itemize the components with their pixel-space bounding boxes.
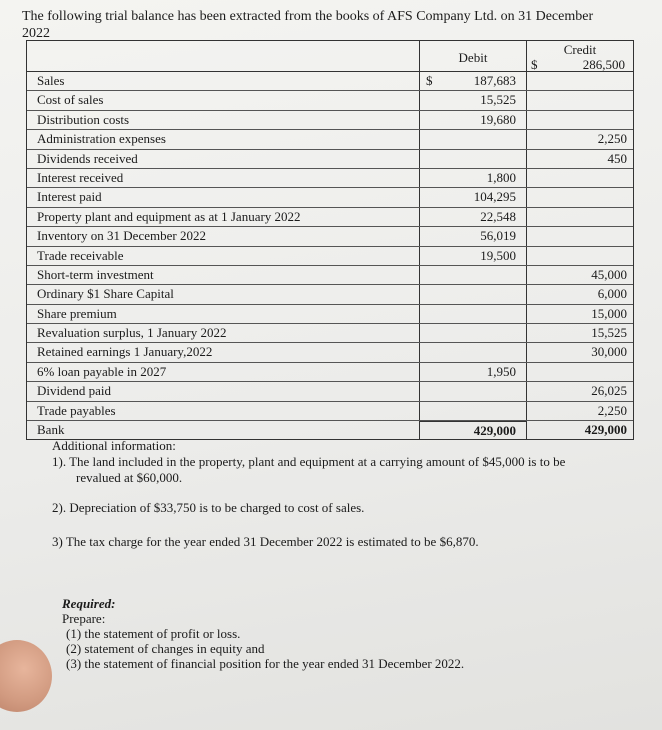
table-row xyxy=(27,247,633,266)
row-label: Administration expenses xyxy=(37,131,166,147)
row-credit: 2,250 xyxy=(526,402,633,420)
row-debit xyxy=(419,91,526,109)
table-row xyxy=(27,324,633,343)
row-label: Distribution costs xyxy=(37,111,130,127)
row-debit xyxy=(419,324,526,342)
row-credit xyxy=(526,227,633,245)
header-debit: Debit xyxy=(419,41,526,71)
row-debit-amount: 22,548 xyxy=(480,208,516,224)
row-credit: 15,000 xyxy=(526,305,633,323)
row-label: Dividend paid xyxy=(37,383,112,399)
row-label: Share premium xyxy=(37,305,117,321)
row-label: Revaluation surplus, 1 January 2022 xyxy=(37,325,227,341)
page-title: The following trial balance has been extracted from the books of AFS Company Ltd. on 31 December 2022 xyxy=(22,9,594,41)
row-label: Sales xyxy=(37,73,65,88)
additional-information xyxy=(52,438,652,550)
row-label: Short-term investment xyxy=(37,266,154,282)
row-debit-amount: 1,950 xyxy=(486,363,516,379)
row-debit xyxy=(419,343,526,361)
table-row xyxy=(27,382,633,401)
row-label: Dividends received xyxy=(37,150,138,166)
additional-item-3: 3) The tax charge for the year ended 31 December 2022 is estimated to be $6,870. xyxy=(52,534,479,549)
table-row xyxy=(27,402,633,421)
row-debit-amount: 56,019 xyxy=(480,228,516,244)
table-row xyxy=(27,169,633,188)
table-row xyxy=(27,111,633,130)
row-debit-amount: 104,295 xyxy=(473,189,516,205)
table-row xyxy=(27,305,633,324)
row-debit-amount: 15,525 xyxy=(480,92,516,108)
row-debit xyxy=(419,208,526,226)
table-row xyxy=(27,227,633,246)
row-debit xyxy=(419,382,526,400)
table-header xyxy=(27,41,633,72)
row-credit: 2,250 xyxy=(526,130,633,148)
table-row xyxy=(27,150,633,169)
row-credit xyxy=(526,111,633,129)
prepare-label: Prepare: xyxy=(62,611,106,626)
table-row xyxy=(27,91,633,110)
header-description xyxy=(27,41,419,71)
row-debit xyxy=(419,188,526,206)
row-debit xyxy=(419,150,526,168)
row-debit xyxy=(419,266,526,284)
header-credit-label: Credit xyxy=(563,42,597,57)
row-debit-amount: 429,000 xyxy=(473,423,516,439)
row-debit xyxy=(419,72,526,90)
row-credit: 450 xyxy=(526,150,633,168)
additional-item-1: 1). The land included in the property, plant and equipment at a carrying amount of $45,000 is to be xyxy=(52,454,566,469)
table-row xyxy=(27,285,633,304)
table-row xyxy=(27,72,633,91)
header-credit xyxy=(526,41,633,71)
row-credit xyxy=(526,208,633,226)
required-item: (3) the statement of financial position for the year ended 31 December 2022. xyxy=(66,656,465,671)
row-credit: 30,000 xyxy=(526,343,633,361)
table-row xyxy=(27,130,633,149)
row-credit xyxy=(526,247,633,265)
row-credit: 429,000 xyxy=(526,421,633,439)
row-label: Retained earnings 1 January,2022 xyxy=(37,344,213,360)
row-label: Property plant and equipment as at 1 January 2022 xyxy=(37,208,301,224)
additional-heading: Additional information: xyxy=(52,438,176,453)
row-debit xyxy=(419,285,526,303)
row-debit-amount: 1,800 xyxy=(486,169,516,185)
header-credit-first-amount: 286,500 xyxy=(582,57,625,72)
row-label: Trade payables xyxy=(37,402,116,418)
row-credit xyxy=(526,91,633,109)
row-credit xyxy=(526,363,633,381)
table-row xyxy=(27,266,633,285)
row-debit-amount: 19,680 xyxy=(480,111,516,127)
trial-balance-table xyxy=(26,40,634,440)
row-credit xyxy=(526,72,633,90)
table-row xyxy=(27,188,633,207)
row-credit: 45,000 xyxy=(526,266,633,284)
row-debit-amount: 19,500 xyxy=(480,247,516,263)
table-row xyxy=(27,421,633,439)
row-debit xyxy=(419,169,526,187)
required-section xyxy=(62,596,464,671)
row-debit xyxy=(419,421,526,439)
row-credit: 26,025 xyxy=(526,382,633,400)
row-credit xyxy=(526,169,633,187)
required-heading: Required: xyxy=(62,596,116,611)
row-label: Interest paid xyxy=(37,189,102,205)
thumb-in-photo xyxy=(0,640,52,712)
additional-item-2: 2). Depreciation of $33,750 is to be charged to cost of sales. xyxy=(52,500,365,515)
row-debit xyxy=(419,111,526,129)
row-debit xyxy=(419,247,526,265)
row-label: Cost of sales xyxy=(37,92,104,108)
required-item: (2) statement of changes in equity and xyxy=(66,641,265,656)
row-credit: 15,525 xyxy=(526,324,633,342)
row-debit xyxy=(419,227,526,245)
table-row xyxy=(27,363,633,382)
required-item: (1) the statement of profit or loss. xyxy=(66,626,241,641)
table-row xyxy=(27,208,633,227)
row-label: Inventory on 31 December 2022 xyxy=(37,228,206,244)
row-debit-amount: 187,683 xyxy=(473,73,516,88)
debit-currency: $ xyxy=(426,73,433,88)
row-label: Interest received xyxy=(37,169,124,185)
table-body xyxy=(27,72,633,439)
row-credit: 6,000 xyxy=(526,285,633,303)
additional-item-1-continued: revalued at $60,000. xyxy=(76,470,183,485)
row-label: Trade receivable xyxy=(37,247,124,263)
row-label: Ordinary $1 Share Capital xyxy=(37,286,174,302)
row-debit xyxy=(419,402,526,420)
row-debit xyxy=(419,363,526,381)
row-debit xyxy=(419,130,526,148)
row-label: Bank xyxy=(37,422,65,438)
row-label: 6% loan payable in 2027 xyxy=(37,363,167,379)
header-credit-currency: $ xyxy=(531,57,538,72)
row-credit xyxy=(526,188,633,206)
table-row xyxy=(27,343,633,362)
row-debit xyxy=(419,305,526,323)
